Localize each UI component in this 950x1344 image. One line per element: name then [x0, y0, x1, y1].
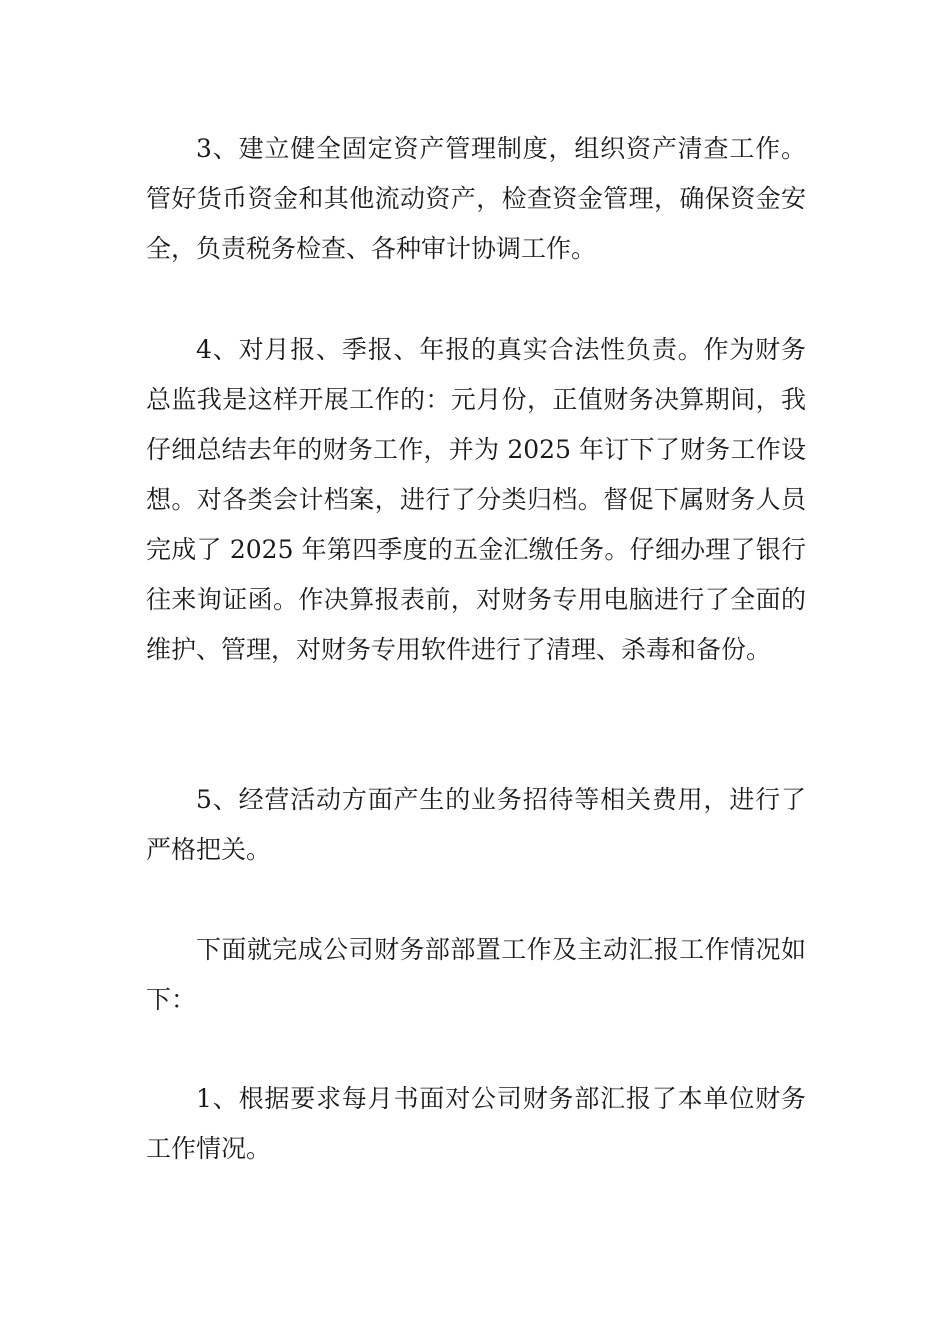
- paragraph-item-3: 3、建立健全固定资产管理制度，组织资产清查工作。管好货币资金和其他流动资产，检查资金管理，确保资金安全，负责税务检查、各种审计协调工作。: [146, 134, 806, 263]
- paragraph-summary-intro: 下面就完成公司财务部部置工作及主动汇报工作情况如下：: [146, 935, 806, 1014]
- paragraph-item-4: 4、对月报、季报、年报的真实合法性负责。作为财务总监我是这样开展工作的：元月份，正值财务决算期间，我仔细总结去年的财务工作，并为 2025 年订下了财务工作设想。对各类会计档案，进行了分类归档。督促下属财务人员完成了 2025 年第四季度的五金汇缴任务。仔细办理了银行往来询证函。作决算报表前，对财务专用电脑进行了全面的维护、管理，对财务专用软件进行了清理、杀毒和备份。: [146, 335, 806, 664]
- paragraph-item-5: 5、经营活动方面产生的业务招待等相关费用，进行了严格把关。: [146, 785, 806, 864]
- paragraph-report-item-1: 1、根据要求每月书面对公司财务部汇报了本单位财务工作情况。: [146, 1084, 806, 1163]
